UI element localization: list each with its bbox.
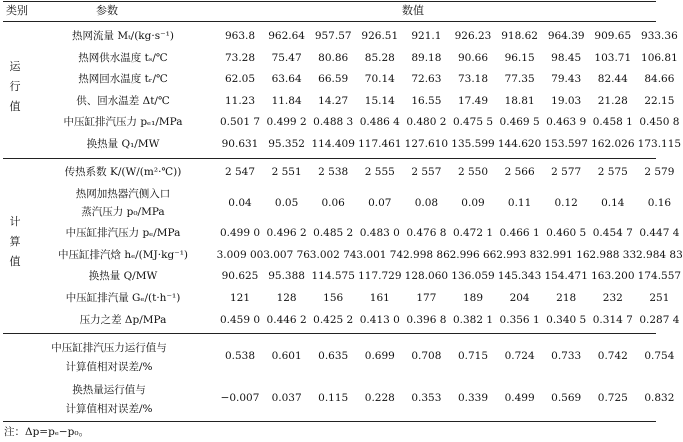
run-row-4-value: 0.450 8 — [639, 116, 680, 129]
run-row-2-value: 66.59 — [318, 73, 349, 86]
calc-row-6-value: 0.287 4 — [639, 313, 680, 326]
calc-row-6-value: 0.356 1 — [499, 313, 540, 326]
error-row-0-value: 0.699 — [364, 350, 395, 363]
calc-row-6-label: 压力之差 Δp/MPa — [79, 313, 167, 326]
run-row-2-value: 72.63 — [411, 73, 442, 86]
calc-row-0-value: 2 551 — [271, 165, 302, 178]
run-row-5-value: 114.409 — [311, 138, 355, 150]
error-row-1-value: 0.725 — [597, 392, 628, 405]
error-row-1-value: 0.115 — [318, 392, 349, 405]
error-row-0-value: 0.724 — [504, 350, 535, 363]
error-row-1-value: 0.228 — [364, 392, 395, 405]
run-row-4-value: 0.488 3 — [313, 116, 354, 129]
top-rule — [3, 1, 656, 2]
run-row-1-value: 89.18 — [411, 51, 442, 64]
calc-row-3-value: 3.002 74 — [309, 248, 357, 261]
calc-row-3-value: 3.001 74 — [356, 248, 404, 261]
calc-row-5-value: 161 — [369, 292, 390, 304]
run-row-2-value: 79.43 — [551, 73, 582, 86]
error-row-1-value: 0.569 — [551, 392, 582, 405]
run-row-1-value: 75.47 — [271, 51, 302, 64]
run-row-5-value: 127.610 — [404, 138, 449, 150]
calc-row-4-value: 114.575 — [311, 270, 355, 283]
calc-row-3-value: 2.988 33 — [589, 248, 637, 261]
calc-row-1-label: 热网加热器汽侧入口 蒸汽压力 p₀/MPa — [75, 188, 171, 219]
calc-row-0-value: 2 566 — [504, 165, 535, 178]
calc-row-6-value: 0.413 0 — [359, 313, 400, 326]
calc-row-6-value: 0.396 8 — [406, 313, 447, 326]
calc-row-3-value: 2.998 86 — [403, 248, 450, 261]
run-row-1-value: 98.45 — [551, 51, 582, 64]
run-row-0-label: 热网流量 Mₜ/(kg·s⁻¹) — [72, 30, 174, 42]
calc-row-4-value: 163.200 — [591, 270, 635, 283]
calc-row-1-value: 0.06 — [321, 197, 345, 210]
calc-row-6-value: 0.425 2 — [313, 313, 354, 326]
error-row-1-value: 0.353 — [411, 392, 442, 405]
error-row-0-value: 0.754 — [644, 350, 675, 363]
calc-row-0-label: 传热系数 K/(W/(m²·℃)) — [64, 165, 182, 178]
error-row-0-value: 0.733 — [551, 350, 582, 363]
calc-row-3-value: 3.007 76 — [263, 248, 310, 261]
run-row-3-value: 18.81 — [504, 94, 535, 107]
calc-row-6-value: 0.340 5 — [546, 313, 587, 326]
calc-row-2-value: 0.447 4 — [639, 227, 680, 240]
run-row-3-value: 16.55 — [411, 94, 442, 107]
calc-row-5-value: 218 — [556, 292, 577, 304]
calc-row-6-value: 0.459 0 — [219, 313, 261, 326]
run-row-3-value: 11.84 — [271, 94, 302, 107]
run-row-5-value: 90.631 — [221, 138, 259, 150]
category-calc: 计算值 — [9, 215, 21, 269]
calc-row-0-value: 2 547 — [224, 165, 256, 178]
calc-row-1-value: 0.08 — [414, 197, 439, 210]
run-row-0-value: 918.62 — [501, 30, 538, 42]
run-row-0-value: 962.64 — [268, 30, 305, 42]
calc-row-0-value: 2 579 — [644, 165, 675, 178]
run-row-4-value: 0.475 5 — [452, 116, 494, 129]
calc-row-5-value: 128 — [276, 292, 297, 304]
section-rule-1 — [3, 158, 656, 159]
run-row-5-value: 144.620 — [497, 138, 542, 150]
run-row-5-value: 173.115 — [637, 138, 682, 150]
run-row-5-label: 换热量 Q₁/MW — [86, 138, 160, 150]
calc-row-5-value: 156 — [323, 292, 344, 304]
run-row-5-value: 117.461 — [358, 138, 402, 150]
run-row-1-value: 85.28 — [364, 51, 395, 64]
calc-row-2-value: 0.499 0 — [219, 227, 261, 240]
run-row-3-value: 15.14 — [364, 94, 395, 107]
run-row-1-label: 热网供水温度 tₛ/℃ — [78, 51, 168, 64]
run-row-2-value: 62.05 — [224, 73, 256, 86]
error-row-1-value: 0.832 — [644, 392, 675, 405]
calc-row-2-value: 0.466 1 — [499, 227, 540, 240]
table-note: 注：Δp=pₑ−p₀。 — [4, 426, 90, 438]
calc-row-4-label: 换热量 Q/MW — [88, 270, 158, 283]
run-row-2-value: 63.64 — [271, 73, 302, 86]
calc-row-4-value: 95.388 — [268, 270, 305, 283]
calc-row-1-value: 0.05 — [274, 197, 299, 210]
run-row-0-value: 963.8 — [224, 30, 256, 42]
error-row-1-value: −0.007 — [220, 392, 260, 405]
run-row-1-value: 80.86 — [318, 51, 349, 64]
run-row-4-label: 中压缸排汽压力 pₑ₁/MPa — [63, 116, 183, 129]
calc-row-1-value: 0.07 — [368, 197, 392, 210]
calc-row-0-value: 2 577 — [551, 165, 582, 178]
calc-row-4-value: 136.059 — [451, 270, 495, 283]
header-category: 类别 — [6, 4, 28, 17]
run-row-5-value: 135.599 — [451, 138, 495, 150]
calc-row-3-value: 3.009 00 — [216, 248, 264, 261]
run-row-4-value: 0.486 4 — [359, 116, 400, 129]
run-row-3-value: 22.15 — [644, 94, 675, 107]
run-row-3-value: 21.28 — [597, 94, 628, 107]
run-row-3-value: 17.49 — [457, 94, 489, 107]
run-row-4-value: 0.458 1 — [592, 116, 633, 129]
calc-row-4-value: 90.625 — [221, 270, 259, 283]
run-row-1-value: 73.28 — [224, 51, 256, 64]
calc-row-2-value: 0.485 2 — [313, 227, 354, 240]
run-row-0-value: 926.23 — [454, 30, 492, 42]
calc-row-5-value: 177 — [416, 292, 437, 304]
calc-row-2-value: 0.476 8 — [406, 227, 447, 240]
bottom-rule — [3, 421, 656, 422]
run-row-1-value: 96.15 — [504, 51, 535, 64]
calc-row-6-value: 0.382 1 — [452, 313, 494, 326]
run-row-0-value: 921.1 — [411, 30, 442, 42]
header-param: 参数 — [96, 4, 118, 17]
calc-row-6-value: 0.446 2 — [266, 313, 307, 326]
calc-row-3-label: 中压缸排汽焓 hₑ/(MJ·kg⁻¹) — [57, 248, 189, 261]
error-row-0-label: 中压缸排汽压力运行值与 计算值相对误差/% — [51, 342, 167, 374]
run-row-0-value: 964.39 — [547, 30, 585, 42]
calc-row-5-value: 189 — [462, 292, 484, 304]
run-row-3-value: 11.23 — [224, 94, 256, 107]
run-row-5-value: 162.026 — [591, 138, 635, 150]
run-row-2-value: 70.14 — [364, 73, 395, 86]
error-row-1-value: 0.339 — [457, 392, 489, 405]
error-row-1-value: 0.037 — [271, 392, 302, 405]
calc-row-2-value: 0.483 0 — [359, 227, 400, 240]
run-row-0-value: 933.36 — [641, 30, 678, 42]
run-row-4-value: 0.480 2 — [406, 116, 447, 129]
calc-row-4-value: 128.060 — [404, 270, 449, 283]
calc-row-0-value: 2 557 — [411, 165, 442, 178]
error-row-0-value: 0.538 — [224, 350, 256, 363]
run-row-1-value: 103.71 — [594, 51, 632, 64]
run-row-2-value: 73.18 — [457, 73, 489, 86]
calc-row-5-value: 251 — [649, 292, 670, 304]
calc-row-6-value: 0.314 7 — [592, 313, 633, 326]
calc-row-3-value: 2.991 16 — [542, 248, 590, 261]
error-row-0-value: 0.715 — [457, 350, 489, 363]
run-row-2-value: 82.44 — [597, 73, 628, 86]
run-row-0-value: 926.51 — [361, 30, 399, 42]
calc-row-5-value: 232 — [602, 292, 623, 304]
calc-row-5-value: 204 — [509, 292, 530, 304]
calc-row-4-value: 117.729 — [358, 270, 402, 283]
calc-row-2-label: 中压缸排汽压力 pₑ/MPa — [65, 227, 181, 240]
run-row-1-value: 106.81 — [641, 51, 678, 64]
run-row-2-value: 77.35 — [504, 73, 535, 86]
run-row-0-value: 909.65 — [594, 30, 632, 42]
calc-row-1-value: 0.11 — [507, 197, 532, 210]
run-row-4-value: 0.501 7 — [219, 116, 261, 129]
run-row-2-label: 热网回水温度 tᵣ/℃ — [78, 73, 168, 86]
calc-row-4-value: 154.471 — [544, 270, 588, 283]
error-row-0-value: 0.601 — [271, 350, 302, 363]
run-row-4-value: 0.499 2 — [266, 116, 307, 129]
calc-row-0-value: 2 555 — [364, 165, 395, 178]
calc-row-1-value: 0.04 — [228, 197, 252, 210]
calc-row-1-value: 0.16 — [647, 197, 672, 210]
run-row-3-value: 19.03 — [551, 94, 582, 107]
section-rule-2 — [3, 333, 656, 334]
calc-row-0-value: 2 550 — [457, 165, 489, 178]
calc-row-4-value: 145.343 — [497, 270, 542, 283]
header-rule — [3, 21, 656, 22]
calc-row-4-value: 174.557 — [637, 270, 682, 283]
run-row-5-value: 153.597 — [544, 138, 588, 150]
calc-row-2-value: 0.496 2 — [266, 227, 307, 240]
calc-row-1-value: 0.09 — [461, 197, 485, 210]
run-row-1-value: 90.66 — [457, 51, 489, 64]
calc-row-2-value: 0.460 5 — [546, 227, 587, 240]
calc-row-3-value: 2.984 83 — [636, 248, 683, 261]
error-row-0-value: 0.635 — [318, 350, 349, 363]
header-values: 数值 — [402, 4, 424, 17]
calc-row-5-value: 121 — [229, 292, 251, 304]
run-row-0-value: 957.57 — [314, 30, 352, 42]
category-run: 运行值 — [9, 59, 21, 113]
calc-row-3-value: 2.993 83 — [496, 248, 543, 261]
calc-row-0-value: 2 575 — [597, 165, 628, 178]
calc-row-0-value: 2 538 — [318, 165, 349, 178]
run-row-2-value: 84.66 — [644, 73, 675, 86]
run-row-4-value: 0.469 5 — [499, 116, 540, 129]
error-row-0-value: 0.742 — [597, 350, 628, 363]
run-row-4-value: 0.463 9 — [546, 116, 587, 129]
run-row-3-label: 供、回水温差 Δt/℃ — [76, 94, 170, 107]
error-row-1-value: 0.499 — [504, 392, 535, 405]
calc-row-2-value: 0.472 1 — [452, 227, 494, 240]
error-row-0-value: 0.708 — [411, 350, 442, 363]
calc-row-5-label: 中压缸排汽量 Gₑ/(t·h⁻¹) — [65, 292, 181, 304]
calc-row-3-value: 2.996 66 — [449, 248, 497, 261]
run-row-3-value: 14.27 — [318, 94, 349, 107]
calc-row-2-value: 0.454 7 — [592, 227, 633, 240]
calc-row-1-value: 0.12 — [554, 197, 578, 210]
run-row-5-value: 95.352 — [268, 138, 305, 150]
error-row-1-label: 换热量运行值与 计算值相对误差/% — [65, 384, 153, 416]
calc-row-1-value: 0.14 — [601, 197, 625, 210]
